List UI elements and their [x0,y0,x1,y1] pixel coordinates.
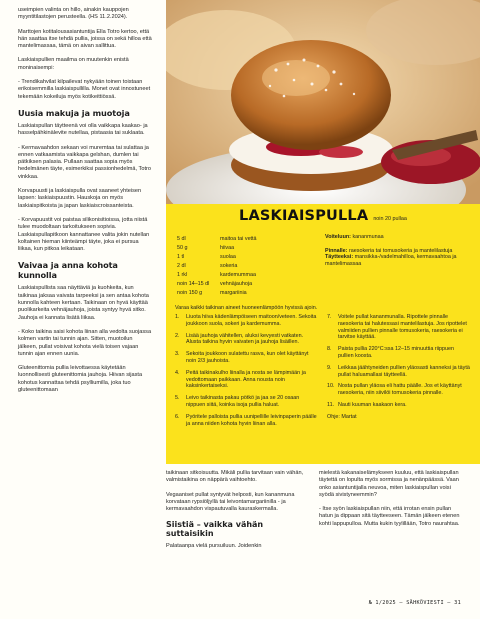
ingredient-amount: 5 dl [177,236,186,242]
recipe-step [175,370,319,390]
ingredient-amount: 1 rkl [177,272,188,278]
ingredient-row [177,236,323,243]
right-column [319,470,461,535]
ingredient-table [175,234,325,299]
paragraph: - Trendikahvilat kilpailevat nykyään toinen toistaan erikoisemmilla laskiaispullilla. Monet ovat innostuneet tekemään kokeiluja myös kotikeittiössä. [18,79,151,100]
recipe-steps-right [327,314,471,420]
recipe-step [175,351,319,365]
ingredient-item: maitoa tai vettä [220,236,257,242]
recipe-step [327,365,471,379]
pinnalle-text: raesokeria tai tomusokeria ja mantelilastuja [347,247,453,254]
step-number: 7. [327,314,332,320]
step-number: 8. [327,346,332,353]
paragraph: mielestä kakanaiselämykseen kuuluu, että laskiaispullan täytettä on lopulta myös sormissa ja nenänpäässä. Vaan onko asiantuntijalla neuvoa, miten laskiaispullan voisi syödä sivistyneemmin? [319,470,459,498]
step-text: Lisää jauhoja vähitellen, aluksi kevyesti vatkaten. Alusta taikina hyvin vaivaten ja jauhoja lisäillen. [186,332,304,346]
ingredient-item: margariinia [220,290,247,296]
paragraph: - Kermavaahdon sekaan voi muremtaa tai sulattaa ja ennen vatkaamista vaikkapa gelshan, dumlen tai pätkiksen palasia. Pullaan saattaa sopia myös hedelmänen täyte, esimerkiksi passionhedelmä, Totro vinkkaa. [18,144,151,180]
paragraph: - Korvapuustit voi paistaa silikonisitioissa, jotta niistä tulee muodoltaan tarkoitukseen sopivia. Laskiaispullapitkoon kannattanee valita jokin nutellan koltainen hieman kiinteämpi täyte, joka ei pursua liikaa, kun pitkoa leikataan. [18,216,150,253]
ingredient-row [177,272,323,279]
paragraph: - Koko taikina saisi kohota liinan alla vedolta suojassa kolmen vartin tai tunnin ajan. Sitten, muotoilun jälkeen, pullat voisivat kohota vielä toisen vajaan tunnin ajan ennen uunia. [18,328,152,357]
step-text: Nauti kuuman kaakaon kera. [338,401,407,408]
ingredient-item: kardemummaa [220,272,256,278]
pinnalle-line [325,248,467,255]
paragraph: Laskiaispullien maailma on muutenkin enistä moninaisempi: [18,57,129,71]
subheading: Siistiä – vaikka vähän suttaisikin [166,520,264,539]
paragraph: useimpien valinta on hillo, ainakin kauppojen myyntitilastojen perusteella. (HS 11.2.2024). [18,7,129,21]
ingredient-row [177,290,323,297]
paragraph: Korvapuusti ja laskiaispulla ovat saaneet yhteisen lapsen: laskiaispuustin. Hauskoja on myös laskiaispitkoista ja japan laskiaiscroissanteista. [18,188,142,209]
step-number: 9. [327,364,332,371]
step-text: Leivo taikinasta pakau pötkö ja jaa se 20 osaan nippuen siitä, koinka isoja pullia haluat. [186,395,300,408]
voitelu-label: Voiteluun: [325,234,351,240]
step-number: 3. [175,351,180,358]
ingredient-amount: 2 dl [177,263,186,269]
ingredient-row [177,263,323,270]
step-number: 10. [327,383,335,390]
ingredient-item: vehnäjauhoja [220,281,253,287]
paragraph: Laskiaispullista saa näyttäviä ja kuohkeita, kun taikinaa jaksaa vaivata tarpeeksi ja sen antaa kohota kunnolla kahteen kertaan. Taikinaan on hyvä käyttää puolikarkeita vehnäjauhoja, joista syntyy hyvä sitko. Jauhoja ei kannata lisätä liikaa. [18,285,149,321]
step-text: Nosta pullan yläosa eli hattu päälle. Jos et käyttänyt raesokeria, niin siivilöi tomusokeria pinnalle. [338,383,462,397]
step-text: Paista pullia 220°C:ssa 12–15 minuuttia riippuen pullien koosta. [338,346,455,359]
step-number: 4. [175,369,180,376]
ingredient-row [177,281,323,288]
step-text: Peitä taikinakulho liinalla ja nosta se lämpimään ja vedottomaan paikkaan. Anna nousta noin kaksinkertaiseksi. [186,369,306,390]
recipe-step [175,395,319,409]
step-number: 2. [175,332,180,339]
taytteeksi-text: mansikka-/vadelmahilloa, kermavaahtoa ja mantelimassaa [325,254,457,268]
recipe-step [327,383,471,397]
recipe-note: Varaa kaikki taikinan aineet huoneenlämpöön hyvissä ajoin. [175,305,318,311]
middle-column [166,470,306,558]
step-text: Leikkaa jäähtyneiden pullien yläosasti kanneksi ja täytä pullat haluamallasi täytteellä. [338,364,470,378]
taytteeksi-label: Täytteeksi: [325,254,354,261]
step-text: Sekoita joukkoon sulatettu rasva, kun olet käyttänyt noin 2/3 jauhoista. [186,351,309,364]
paragraph: taikinaan sitkoisuutta. Mikäli pullia tarvitaan vain vähän, valmistaikina on näppärä vaihtoehto. [166,470,304,484]
recipe-box [166,204,480,464]
step-text: Liuota hiiva kädenlämpöiseen maitoon/veteen. Sekoita joukkoon suola, sokeri ja kardemumma. [186,314,317,327]
ingredient-row [177,245,323,252]
paragraph: Palataanpa vielä pursuiluun. Joidenkin [166,543,262,550]
step-number: 1. [175,314,180,320]
recipe-author: Ohje: Martat [327,413,357,420]
voitelu-text: kananmunaa [350,234,384,240]
subheading: Uusia makuja ja muotoja [18,107,130,118]
paragraph: Marttojen kotitalousasiantuntija Ella Totro kertoo, että hän saattaa itse tehdä pullia, joissa on sekä hilloa että mantelimassaa, tämä on aivan sallittua. [18,28,152,50]
recipe-step [327,314,471,341]
recipe-step [175,314,319,328]
ingredient-item: suolaa [220,254,236,260]
ingredient-amount: 1 tl [177,254,185,260]
subheading: Vaivaa ja anna kohota kunnolla [18,260,118,281]
step-text: Pyöritele palloista pullia uunipellille leivinpaperin päälle ja anna niiden kohota hyvin liinan alla. [186,413,317,427]
step-number: 6. [175,413,180,420]
step-text: Voitele pullat kananmunalla. Ripottele pinnalle raesokeria tai halutessasi mantelilastuja. Jos ripottelet valmiiden pullien pinnalle tomusokeria, raesokeria ei tarvitse käyttää. [338,314,467,341]
recipe-steps-left [175,314,319,432]
paragraph: Vegaaniset pullat syntyvät helposti, kun kananmuna korvataan rypsiöljyllä tai leivontamargariinilla - ja kermavaahdon vispautuvalla kauraskermalla. [166,491,295,513]
fillings-list [325,234,467,275]
left-column [18,7,153,401]
step-number: 5. [175,395,180,402]
pinnalle-label: Pinnalle: [325,247,348,254]
recipe-header [239,207,469,225]
ingredient-amount: noin 14–15 dl [177,281,210,287]
ingredient-item: hiivaa [220,245,235,251]
page-footer: № 1/2025 — SÄHKÖVIESTI — 31 [368,600,461,606]
recipe-step [175,333,319,347]
ingredient-row [177,254,323,261]
recipe-step [327,346,471,360]
paragraph: Laskiaispullan täytteenä voi olla vaikkapa kaakao- ja hasselpähkinälevite nutellaa, pistaasia tai suklaata. [18,122,148,137]
step-number: 11. [327,401,335,408]
ingredient-item: sokeria [220,263,238,269]
recipe-title: LASKIAISPULLA [239,208,369,224]
laskiaispulla-photo [166,0,480,204]
ingredient-amount: 50 g [177,245,188,251]
recipe-servings: noin 20 pullaa [373,216,407,222]
taytteeksi-line [325,254,467,268]
paragraph: - Itse syön laskiaispullan niin, että irrotan ensin pullan hatun ja dippaan sitä täytteeseen. Tämän jälkeen etenen kohti lappupulloa. Mutta kukin tyylillään, Totro naurahtaa. [319,506,460,527]
recipe-step [175,414,319,428]
recipe-step [327,402,471,409]
ingredient-amount: noin 150 g [177,290,203,296]
paragraph: Gluteenittomia pullia leivottaessa käytetään luonnollisesti gluteenittomia jauhoja. Hiivan sijasta kohotus kannattaa tehdä psylliumilla, joka tuo gluteenittomaan [18,365,143,393]
voitelu-line [325,234,467,241]
bun-illustration [166,0,480,204]
